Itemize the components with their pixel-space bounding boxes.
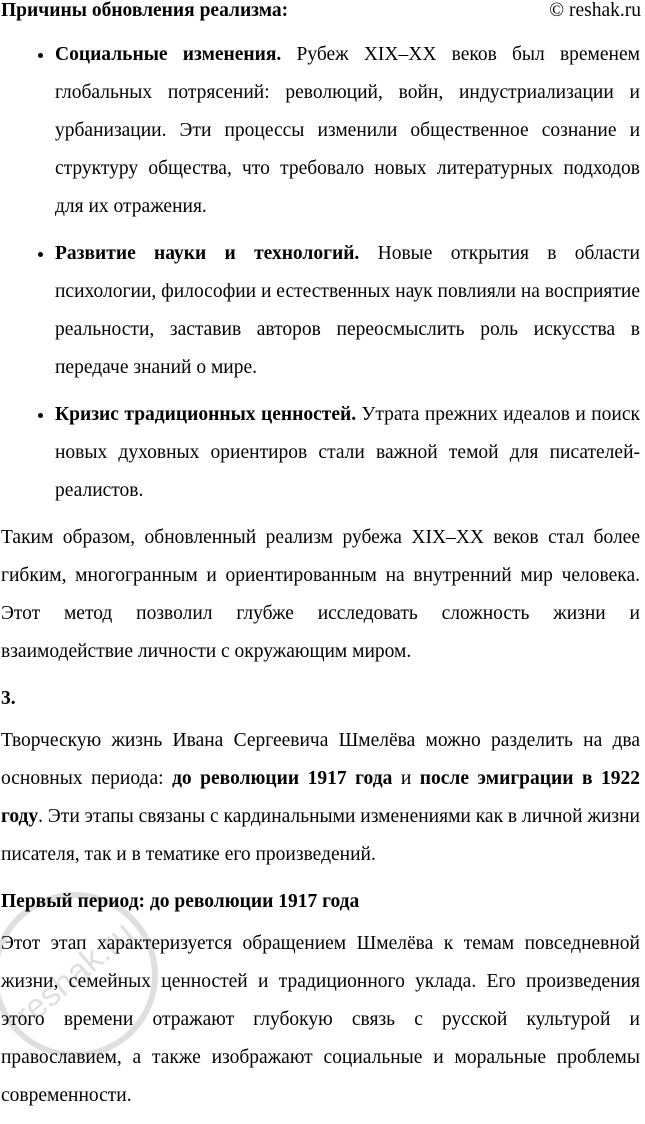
text: Творческую жизнь Ивана Сергеевича Шмелёва можно разделить на два основных периода: bbox=[1, 730, 640, 789]
bold-text: после эмиграции в 1922 году bbox=[1, 768, 641, 827]
section-title: Причины обновления реализма: bbox=[1, 0, 289, 21]
svg-text:reshak.ru: reshak.ru bbox=[7, 914, 141, 1035]
item-text: Рубеж XIX–XX веков был временем глобальных потрясений: революций, войн, индустриализации и урбанизации. Эти процессы изменили общественное сознание и структуру общества, что требовало новых литературных подходов для их отражения. bbox=[55, 44, 640, 217]
section-number: 3. bbox=[1, 688, 16, 709]
item-heading: Социальные изменения. bbox=[55, 44, 282, 65]
text: . Эти этапы связаны с кардинальными изменениями как в личной жизни писателя, так и в тематике его произведений. bbox=[1, 806, 640, 865]
item-heading: Развитие науки и технологий. bbox=[55, 243, 360, 264]
item-text: Утрата прежних идеалов и поиск новых духовных ориентиров стали важной темой для писателей-реалистов. bbox=[55, 404, 640, 501]
list-item bbox=[55, 396, 640, 510]
intro-paragraph bbox=[1, 722, 640, 874]
period-heading: Первый период: до революции 1917 года bbox=[1, 891, 360, 912]
bold-text: до революции 1917 года bbox=[172, 768, 393, 789]
header bbox=[0, 0, 645, 26]
item-heading: Кризис традиционных ценностей. bbox=[55, 404, 357, 425]
period-paragraph: Этот этап характеризуется обращением Шмелёва к темам повседневной жизни, семейных ценностей и традиционного уклада. Его произведения этого времени отражают глубокую связь с русской культурой и православием, а также изображают социальные и моральные проблемы современности. bbox=[1, 933, 640, 1106]
watermark-logo bbox=[0, 880, 170, 1070]
text: и bbox=[392, 768, 420, 789]
list-item bbox=[55, 36, 640, 226]
site-credit: © reshak.ru bbox=[549, 0, 641, 21]
reasons-list bbox=[1, 36, 640, 510]
conclusion-paragraph: Таким образом, обновленный реализм рубежа XIX–XX веков стал более гибким, многогранным и ориентированным на внутренний мир человека. Этот метод позволил глубже исследовать сложность жизни и взаимодействие личности с окружающим миром. bbox=[1, 527, 640, 662]
list-item bbox=[55, 235, 640, 387]
item-text: Новые открытия в области психологии, философии и естественных наук повлияли на восприятие реальности, заставив авторов переосмыслить роль искусства в передаче знаний о мире. bbox=[55, 243, 640, 378]
